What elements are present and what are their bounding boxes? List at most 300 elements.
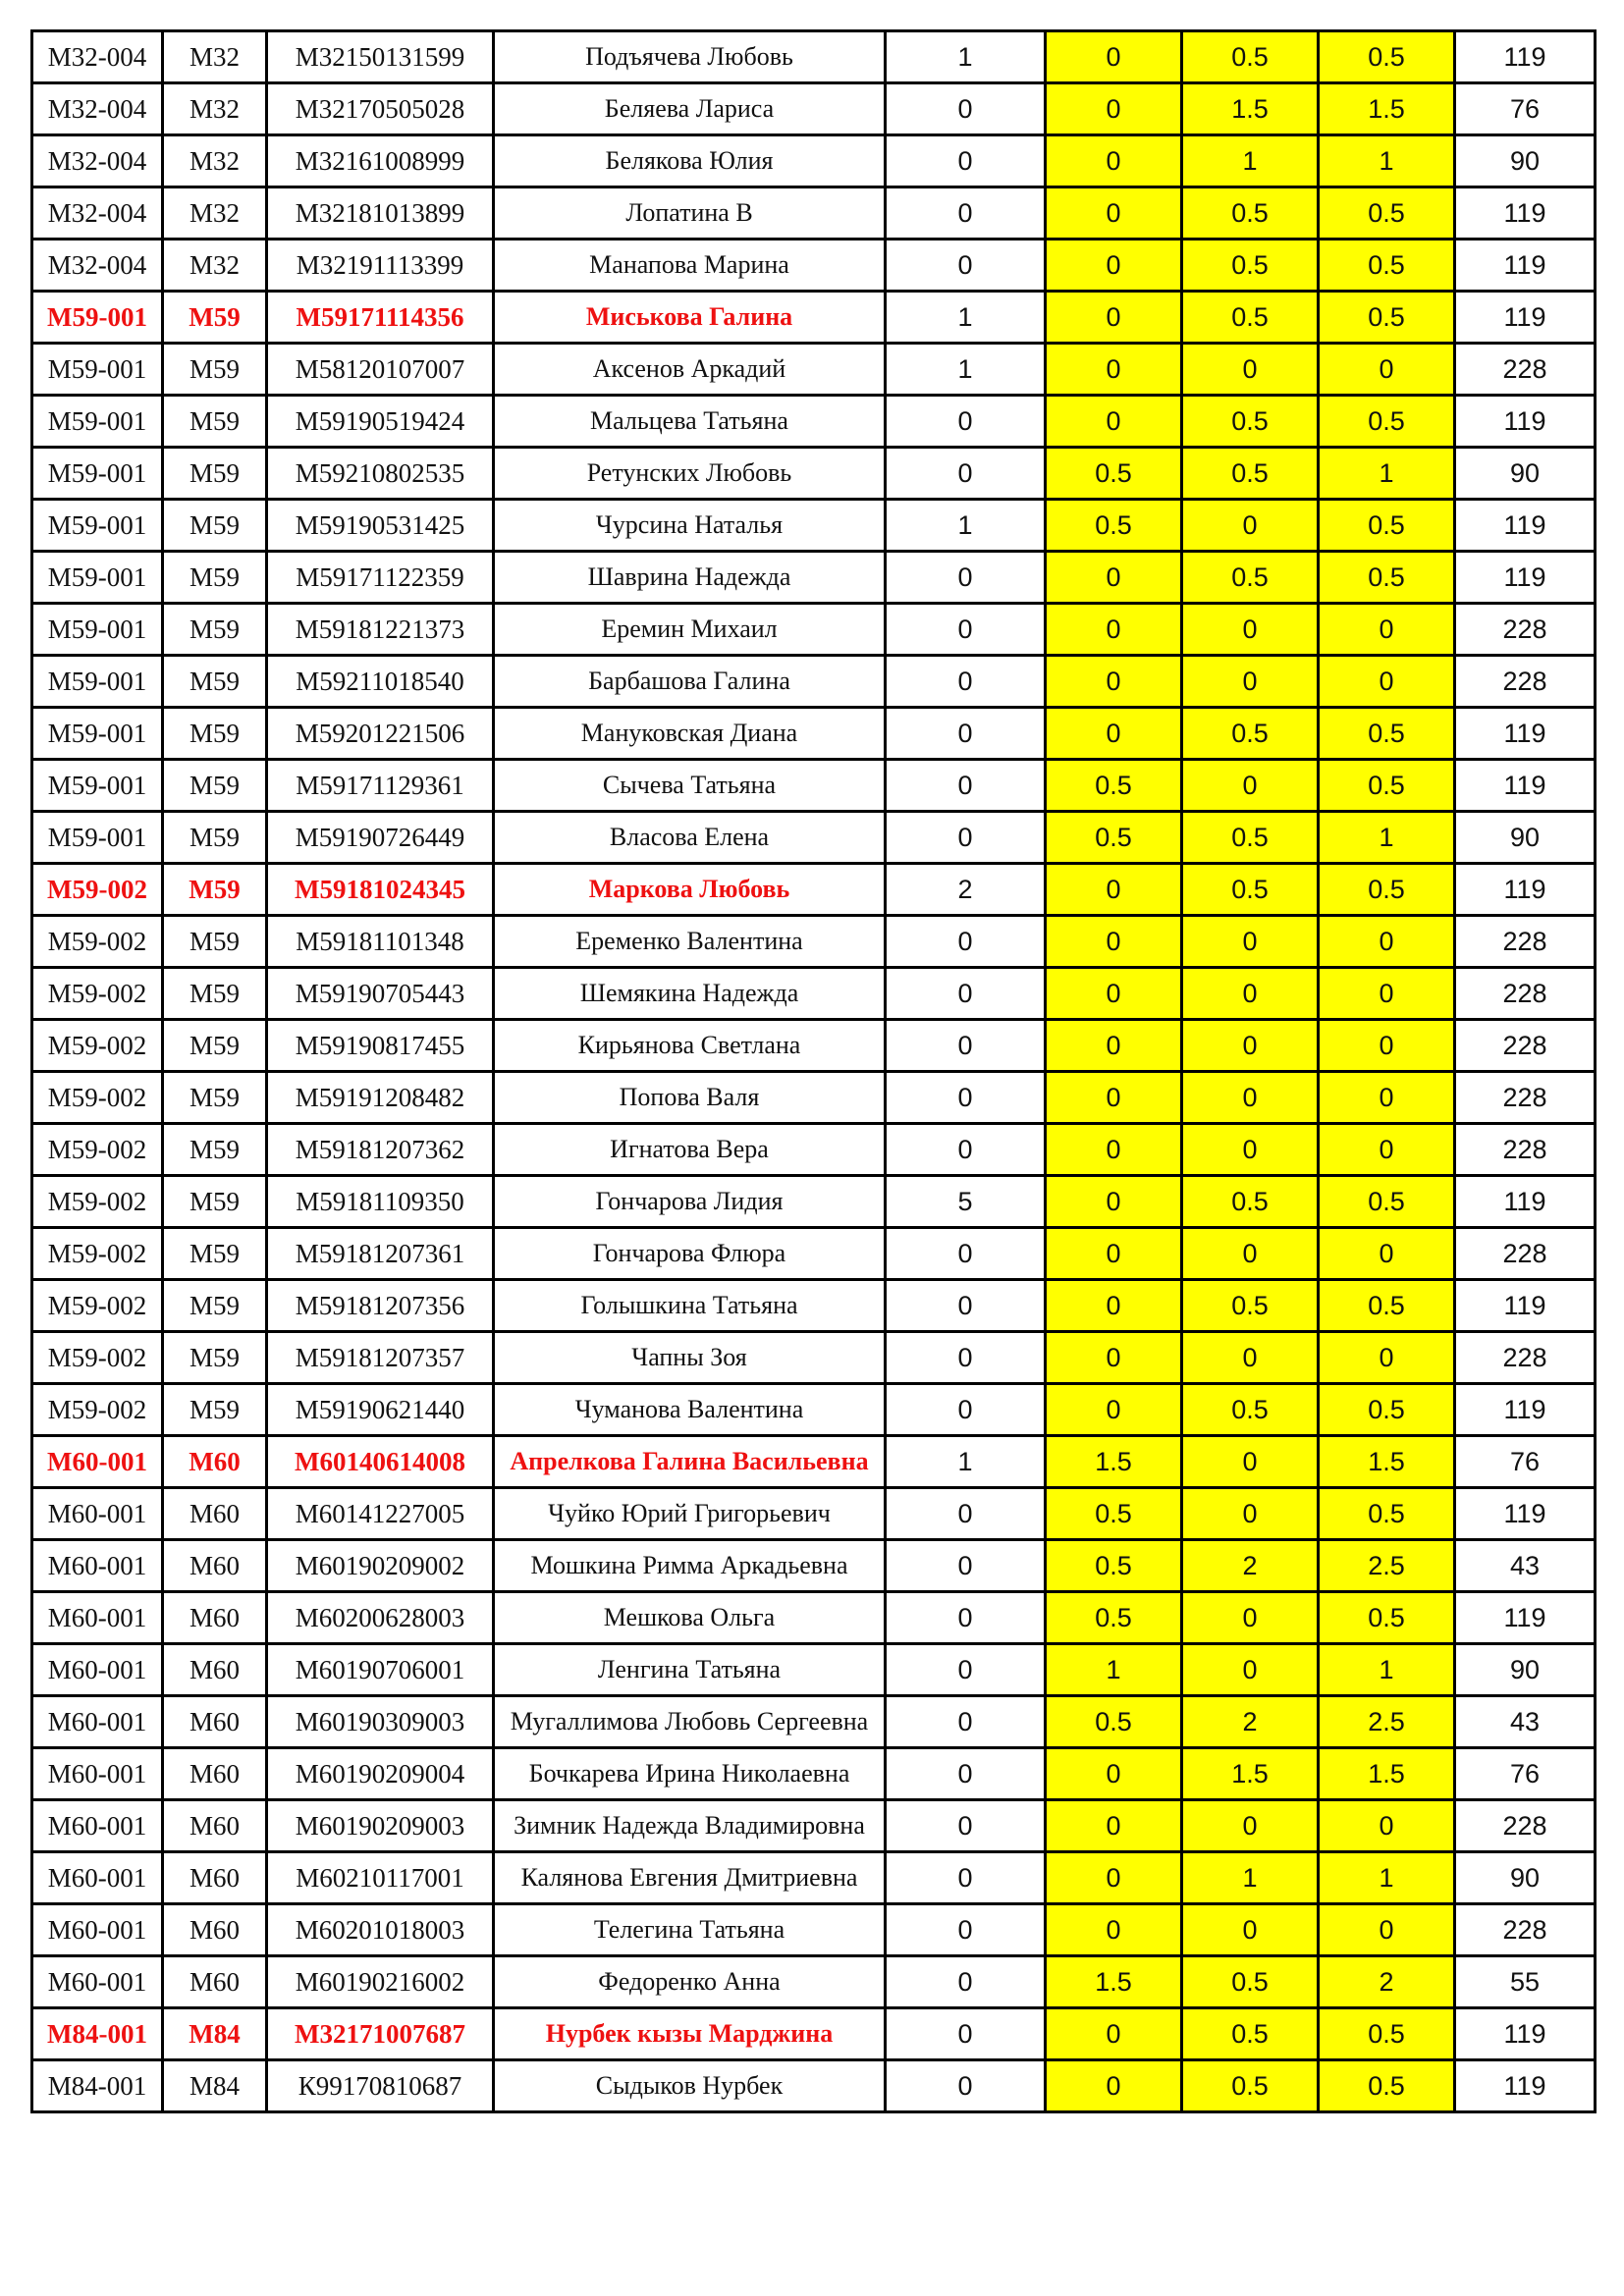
cell-full-name: Мануковская Диана <box>494 708 886 760</box>
cell-value-1: 1 <box>886 344 1046 396</box>
cell-value-3: 0.5 <box>1182 552 1319 604</box>
cell-member-id: М59181109350 <box>267 1176 494 1228</box>
cell-full-name: Чуманова Валентина <box>494 1384 886 1436</box>
cell-member-id: М59211018540 <box>267 656 494 708</box>
cell-group: М60 <box>163 1800 267 1852</box>
cell-branch-code: М84-001 <box>32 2060 163 2112</box>
cell-value-3: 0 <box>1182 1228 1319 1280</box>
cell-value-2: 0 <box>1046 396 1182 448</box>
cell-value-4: 1.5 <box>1319 1436 1455 1488</box>
cell-group: М60 <box>163 1436 267 1488</box>
table-row <box>32 1540 1596 1592</box>
cell-value-5: 228 <box>1455 1124 1596 1176</box>
cell-full-name: Сыдыков Нурбек <box>494 2060 886 2112</box>
cell-value-1: 0 <box>886 187 1046 240</box>
cell-branch-code: М59-001 <box>32 396 163 448</box>
table-row <box>32 1852 1596 1904</box>
cell-branch-code: М60-001 <box>32 1436 163 1488</box>
cell-full-name: Калянова Евгения Дмитриевна <box>494 1852 886 1904</box>
cell-full-name: Гончарова Лидия <box>494 1176 886 1228</box>
cell-value-5: 119 <box>1455 1592 1596 1644</box>
cell-value-5: 228 <box>1455 1904 1596 1956</box>
cell-full-name: Мальцева Татьяна <box>494 396 886 448</box>
table-row <box>32 396 1596 448</box>
cell-value-4: 0 <box>1319 1020 1455 1072</box>
table-body <box>32 31 1596 2112</box>
cell-full-name: Еремин Михаил <box>494 604 886 656</box>
cell-value-3: 0.5 <box>1182 1384 1319 1436</box>
cell-branch-code: М32-004 <box>32 187 163 240</box>
cell-value-3: 0 <box>1182 1124 1319 1176</box>
cell-value-4: 0 <box>1319 656 1455 708</box>
cell-member-id: М32150131599 <box>267 31 494 83</box>
cell-full-name: Нурбек кызы Марджина <box>494 2008 886 2060</box>
cell-group: М60 <box>163 1592 267 1644</box>
cell-member-id: М60201018003 <box>267 1904 494 1956</box>
cell-group: М59 <box>163 344 267 396</box>
cell-value-2: 0 <box>1046 1748 1182 1800</box>
cell-value-4: 0.5 <box>1319 2060 1455 2112</box>
cell-value-4: 0.5 <box>1319 240 1455 292</box>
cell-member-id: М60200628003 <box>267 1592 494 1644</box>
cell-value-4: 0 <box>1319 1228 1455 1280</box>
cell-value-2: 0 <box>1046 1072 1182 1124</box>
cell-full-name: Гончарова Флюра <box>494 1228 886 1280</box>
cell-value-5: 119 <box>1455 708 1596 760</box>
cell-value-2: 0 <box>1046 552 1182 604</box>
cell-value-5: 228 <box>1455 968 1596 1020</box>
cell-value-2: 0 <box>1046 2060 1182 2112</box>
cell-member-id: М59210802535 <box>267 448 494 500</box>
cell-member-id: М60140614008 <box>267 1436 494 1488</box>
cell-value-4: 2 <box>1319 1956 1455 2008</box>
cell-value-1: 0 <box>886 1592 1046 1644</box>
table-row <box>32 1124 1596 1176</box>
table-row <box>32 1696 1596 1748</box>
cell-full-name: Мугаллимова Любовь Сергеевна <box>494 1696 886 1748</box>
cell-branch-code: М59-002 <box>32 1228 163 1280</box>
cell-value-4: 0.5 <box>1319 708 1455 760</box>
cell-member-id: М59190817455 <box>267 1020 494 1072</box>
cell-branch-code: М59-002 <box>32 1176 163 1228</box>
cell-value-1: 0 <box>886 656 1046 708</box>
cell-group: М59 <box>163 1280 267 1332</box>
cell-group: М59 <box>163 500 267 552</box>
cell-value-2: 0 <box>1046 31 1182 83</box>
cell-branch-code: М59-001 <box>32 656 163 708</box>
cell-value-3: 0 <box>1182 344 1319 396</box>
cell-group: М60 <box>163 1540 267 1592</box>
cell-branch-code: М59-001 <box>32 344 163 396</box>
cell-value-2: 0.5 <box>1046 448 1182 500</box>
cell-value-2: 0 <box>1046 656 1182 708</box>
cell-branch-code: М59-002 <box>32 1280 163 1332</box>
cell-value-5: 119 <box>1455 2008 1596 2060</box>
cell-value-3: 0 <box>1182 1644 1319 1696</box>
table-row <box>32 1176 1596 1228</box>
cell-value-5: 76 <box>1455 1748 1596 1800</box>
table-row <box>32 344 1596 396</box>
cell-member-id: М32181013899 <box>267 187 494 240</box>
cell-value-4: 0.5 <box>1319 1176 1455 1228</box>
cell-value-4: 0.5 <box>1319 500 1455 552</box>
cell-value-2: 1.5 <box>1046 1436 1182 1488</box>
cell-value-4: 0.5 <box>1319 1280 1455 1332</box>
table-row <box>32 31 1596 83</box>
cell-value-1: 0 <box>886 448 1046 500</box>
cell-member-id: М32191113399 <box>267 240 494 292</box>
cell-group: М32 <box>163 187 267 240</box>
cell-value-1: 0 <box>886 1748 1046 1800</box>
cell-full-name: Кирьянова Светлана <box>494 1020 886 1072</box>
cell-value-3: 0 <box>1182 1592 1319 1644</box>
cell-branch-code: М59-001 <box>32 760 163 812</box>
cell-member-id: М59181207361 <box>267 1228 494 1280</box>
cell-value-1: 0 <box>886 1124 1046 1176</box>
cell-value-2: 0 <box>1046 1904 1182 1956</box>
cell-full-name: Барбашова Галина <box>494 656 886 708</box>
cell-value-3: 0 <box>1182 1072 1319 1124</box>
cell-value-5: 43 <box>1455 1696 1596 1748</box>
cell-value-4: 0 <box>1319 916 1455 968</box>
cell-member-id: М59171122359 <box>267 552 494 604</box>
cell-value-5: 119 <box>1455 1176 1596 1228</box>
cell-member-id: М59181221373 <box>267 604 494 656</box>
cell-value-2: 0 <box>1046 1176 1182 1228</box>
table-row <box>32 135 1596 187</box>
cell-member-id: М60141227005 <box>267 1488 494 1540</box>
cell-value-3: 0.5 <box>1182 1176 1319 1228</box>
cell-member-id: М60210117001 <box>267 1852 494 1904</box>
cell-value-1: 0 <box>886 1800 1046 1852</box>
cell-member-id: М59181207356 <box>267 1280 494 1332</box>
table-row <box>32 1228 1596 1280</box>
cell-value-1: 0 <box>886 396 1046 448</box>
cell-group: М59 <box>163 708 267 760</box>
cell-group: М59 <box>163 292 267 344</box>
cell-group: М84 <box>163 2060 267 2112</box>
cell-full-name: Чуйко Юрий Григорьевич <box>494 1488 886 1540</box>
cell-value-2: 0 <box>1046 1332 1182 1384</box>
cell-value-2: 0 <box>1046 1124 1182 1176</box>
cell-value-5: 228 <box>1455 656 1596 708</box>
table-row <box>32 240 1596 292</box>
cell-group: М59 <box>163 864 267 916</box>
cell-value-1: 0 <box>886 1280 1046 1332</box>
cell-value-1: 1 <box>886 500 1046 552</box>
cell-branch-code: М59-001 <box>32 812 163 864</box>
cell-group: М60 <box>163 1488 267 1540</box>
cell-branch-code: М59-001 <box>32 292 163 344</box>
cell-full-name: Шемякина Надежда <box>494 968 886 1020</box>
cell-value-5: 90 <box>1455 812 1596 864</box>
cell-value-5: 228 <box>1455 1332 1596 1384</box>
cell-value-4: 1 <box>1319 1852 1455 1904</box>
cell-branch-code: М60-001 <box>32 1488 163 1540</box>
cell-value-3: 0 <box>1182 604 1319 656</box>
table-row <box>32 1332 1596 1384</box>
cell-value-4: 0.5 <box>1319 1592 1455 1644</box>
cell-full-name: Мешкова Ольга <box>494 1592 886 1644</box>
cell-full-name: Маркова Любовь <box>494 864 886 916</box>
cell-group: М59 <box>163 760 267 812</box>
cell-value-1: 0 <box>886 916 1046 968</box>
cell-full-name: Бочкарева Ирина Николаевна <box>494 1748 886 1800</box>
cell-value-3: 0.5 <box>1182 864 1319 916</box>
cell-branch-code: М59-002 <box>32 864 163 916</box>
cell-value-3: 0.5 <box>1182 1280 1319 1332</box>
cell-branch-code: М59-001 <box>32 500 163 552</box>
cell-value-5: 119 <box>1455 1488 1596 1540</box>
cell-value-3: 2 <box>1182 1540 1319 1592</box>
cell-member-id: М60190209004 <box>267 1748 494 1800</box>
cell-branch-code: М32-004 <box>32 135 163 187</box>
cell-value-3: 1.5 <box>1182 1748 1319 1800</box>
cell-value-1: 5 <box>886 1176 1046 1228</box>
cell-group: М59 <box>163 1072 267 1124</box>
cell-value-4: 0.5 <box>1319 1384 1455 1436</box>
cell-value-1: 0 <box>886 708 1046 760</box>
cell-value-3: 0.5 <box>1182 31 1319 83</box>
cell-value-5: 228 <box>1455 1072 1596 1124</box>
cell-member-id: М60190209003 <box>267 1800 494 1852</box>
cell-group: М59 <box>163 656 267 708</box>
cell-value-4: 1.5 <box>1319 1748 1455 1800</box>
cell-value-3: 0 <box>1182 1332 1319 1384</box>
cell-member-id: М59190705443 <box>267 968 494 1020</box>
table-row <box>32 1488 1596 1540</box>
cell-member-id: М59181101348 <box>267 916 494 968</box>
cell-value-2: 0 <box>1046 1852 1182 1904</box>
cell-group: М60 <box>163 1696 267 1748</box>
cell-value-4: 0 <box>1319 1332 1455 1384</box>
cell-member-id: М59201221506 <box>267 708 494 760</box>
cell-value-3: 0.5 <box>1182 240 1319 292</box>
cell-value-3: 0.5 <box>1182 2060 1319 2112</box>
cell-value-2: 0 <box>1046 1228 1182 1280</box>
cell-full-name: Ретунских Любовь <box>494 448 886 500</box>
cell-value-1: 0 <box>886 2060 1046 2112</box>
cell-value-2: 0 <box>1046 708 1182 760</box>
cell-group: М32 <box>163 83 267 135</box>
cell-branch-code: М32-004 <box>32 31 163 83</box>
cell-value-5: 119 <box>1455 292 1596 344</box>
cell-value-3: 0 <box>1182 1488 1319 1540</box>
cell-group: М60 <box>163 1956 267 2008</box>
cell-value-4: 0 <box>1319 1904 1455 1956</box>
cell-value-1: 0 <box>886 1644 1046 1696</box>
cell-value-2: 0.5 <box>1046 1592 1182 1644</box>
cell-full-name: Белякова Юлия <box>494 135 886 187</box>
cell-value-3: 0 <box>1182 968 1319 1020</box>
cell-value-5: 228 <box>1455 604 1596 656</box>
cell-value-3: 0.5 <box>1182 396 1319 448</box>
cell-value-3: 0.5 <box>1182 187 1319 240</box>
cell-value-2: 0.5 <box>1046 1488 1182 1540</box>
cell-value-4: 0.5 <box>1319 187 1455 240</box>
cell-value-4: 2.5 <box>1319 1540 1455 1592</box>
cell-full-name: Аксенов Аркадий <box>494 344 886 396</box>
cell-value-5: 119 <box>1455 187 1596 240</box>
cell-value-4: 0.5 <box>1319 292 1455 344</box>
cell-group: М59 <box>163 1332 267 1384</box>
table-row <box>32 2008 1596 2060</box>
cell-value-2: 0 <box>1046 864 1182 916</box>
cell-branch-code: М32-004 <box>32 83 163 135</box>
cell-full-name: Сычева Татьяна <box>494 760 886 812</box>
cell-group: М59 <box>163 1124 267 1176</box>
cell-member-id: М59171129361 <box>267 760 494 812</box>
cell-value-4: 0.5 <box>1319 31 1455 83</box>
table-row <box>32 1384 1596 1436</box>
cell-branch-code: М59-002 <box>32 968 163 1020</box>
cell-value-4: 0.5 <box>1319 396 1455 448</box>
cell-value-2: 0 <box>1046 916 1182 968</box>
cell-value-4: 1 <box>1319 135 1455 187</box>
cell-branch-code: М60-001 <box>32 1696 163 1748</box>
cell-member-id: М32170505028 <box>267 83 494 135</box>
cell-branch-code: М59-002 <box>32 1124 163 1176</box>
cell-value-5: 90 <box>1455 448 1596 500</box>
cell-member-id: М59181024345 <box>267 864 494 916</box>
cell-full-name: Еременко Валентина <box>494 916 886 968</box>
table-row <box>32 1072 1596 1124</box>
cell-value-2: 0 <box>1046 135 1182 187</box>
cell-branch-code: М59-001 <box>32 604 163 656</box>
cell-member-id: М32171007687 <box>267 2008 494 2060</box>
cell-full-name: Шаврина Надежда <box>494 552 886 604</box>
cell-value-1: 0 <box>886 1332 1046 1384</box>
cell-value-1: 0 <box>886 812 1046 864</box>
cell-value-2: 0.5 <box>1046 760 1182 812</box>
cell-value-4: 0 <box>1319 968 1455 1020</box>
cell-value-3: 1 <box>1182 135 1319 187</box>
cell-value-4: 0.5 <box>1319 552 1455 604</box>
cell-value-5: 76 <box>1455 83 1596 135</box>
cell-full-name: Беляева Лариса <box>494 83 886 135</box>
cell-group: М32 <box>163 135 267 187</box>
cell-value-2: 0 <box>1046 1800 1182 1852</box>
cell-value-1: 0 <box>886 1852 1046 1904</box>
cell-group: М32 <box>163 31 267 83</box>
cell-member-id: М59190519424 <box>267 396 494 448</box>
cell-full-name: Лопатина В <box>494 187 886 240</box>
cell-value-5: 90 <box>1455 135 1596 187</box>
table-row <box>32 1904 1596 1956</box>
cell-branch-code: М60-001 <box>32 1904 163 1956</box>
cell-value-1: 0 <box>886 1904 1046 1956</box>
cell-value-3: 0 <box>1182 656 1319 708</box>
cell-value-2: 0 <box>1046 604 1182 656</box>
cell-value-5: 90 <box>1455 1852 1596 1904</box>
cell-value-1: 0 <box>886 1696 1046 1748</box>
cell-value-2: 0.5 <box>1046 812 1182 864</box>
cell-branch-code: М60-001 <box>32 1540 163 1592</box>
cell-full-name: Игнатова Вера <box>494 1124 886 1176</box>
cell-value-5: 90 <box>1455 1644 1596 1696</box>
cell-value-3: 0.5 <box>1182 812 1319 864</box>
cell-value-2: 0 <box>1046 240 1182 292</box>
cell-value-1: 0 <box>886 83 1046 135</box>
cell-value-4: 1.5 <box>1319 83 1455 135</box>
cell-value-2: 0.5 <box>1046 1696 1182 1748</box>
cell-value-5: 76 <box>1455 1436 1596 1488</box>
table-row <box>32 1592 1596 1644</box>
cell-branch-code: М59-001 <box>32 448 163 500</box>
cell-value-3: 0.5 <box>1182 2008 1319 2060</box>
table-row <box>32 1020 1596 1072</box>
cell-group: М59 <box>163 1176 267 1228</box>
cell-group: М84 <box>163 2008 267 2060</box>
cell-value-5: 119 <box>1455 396 1596 448</box>
table-row <box>32 292 1596 344</box>
table-row <box>32 968 1596 1020</box>
cell-group: М59 <box>163 1228 267 1280</box>
cell-branch-code: М60-001 <box>32 1852 163 1904</box>
cell-full-name: Ленгина Татьяна <box>494 1644 886 1696</box>
cell-group: М59 <box>163 916 267 968</box>
cell-member-id: М60190216002 <box>267 1956 494 2008</box>
cell-value-1: 0 <box>886 1384 1046 1436</box>
cell-member-id: М32161008999 <box>267 135 494 187</box>
cell-member-id: М59191208482 <box>267 1072 494 1124</box>
cell-group: М59 <box>163 604 267 656</box>
cell-value-3: 0.5 <box>1182 708 1319 760</box>
cell-value-4: 0 <box>1319 604 1455 656</box>
cell-group: М59 <box>163 396 267 448</box>
cell-value-3: 0 <box>1182 500 1319 552</box>
cell-value-1: 0 <box>886 240 1046 292</box>
cell-value-2: 0 <box>1046 344 1182 396</box>
cell-value-4: 0.5 <box>1319 1488 1455 1540</box>
cell-member-id: М58120107007 <box>267 344 494 396</box>
cell-group: М60 <box>163 1644 267 1696</box>
cell-value-1: 0 <box>886 1488 1046 1540</box>
cell-full-name: Манапова Марина <box>494 240 886 292</box>
cell-full-name: Подъячева Любовь <box>494 31 886 83</box>
cell-branch-code: М59-002 <box>32 1072 163 1124</box>
cell-value-5: 228 <box>1455 344 1596 396</box>
cell-member-id: М59190726449 <box>267 812 494 864</box>
cell-value-5: 228 <box>1455 1020 1596 1072</box>
cell-value-3: 0 <box>1182 916 1319 968</box>
cell-value-2: 0 <box>1046 1280 1182 1332</box>
cell-value-2: 0 <box>1046 187 1182 240</box>
cell-value-2: 0 <box>1046 2008 1182 2060</box>
cell-value-2: 0.5 <box>1046 500 1182 552</box>
cell-branch-code: М60-001 <box>32 1748 163 1800</box>
table-row <box>32 1956 1596 2008</box>
cell-group: М59 <box>163 812 267 864</box>
cell-value-2: 0 <box>1046 1020 1182 1072</box>
table-row <box>32 552 1596 604</box>
cell-group: М59 <box>163 448 267 500</box>
cell-value-3: 0.5 <box>1182 448 1319 500</box>
cell-branch-code: М59-002 <box>32 1384 163 1436</box>
table-row <box>32 812 1596 864</box>
table-row <box>32 2060 1596 2112</box>
cell-branch-code: М60-001 <box>32 1592 163 1644</box>
cell-full-name: Чапны Зоя <box>494 1332 886 1384</box>
table-row <box>32 448 1596 500</box>
cell-value-5: 119 <box>1455 1384 1596 1436</box>
table-row <box>32 1280 1596 1332</box>
cell-group: М59 <box>163 1020 267 1072</box>
cell-value-1: 0 <box>886 1228 1046 1280</box>
cell-value-4: 0.5 <box>1319 864 1455 916</box>
cell-full-name: Чурсина Наталья <box>494 500 886 552</box>
table-row <box>32 500 1596 552</box>
